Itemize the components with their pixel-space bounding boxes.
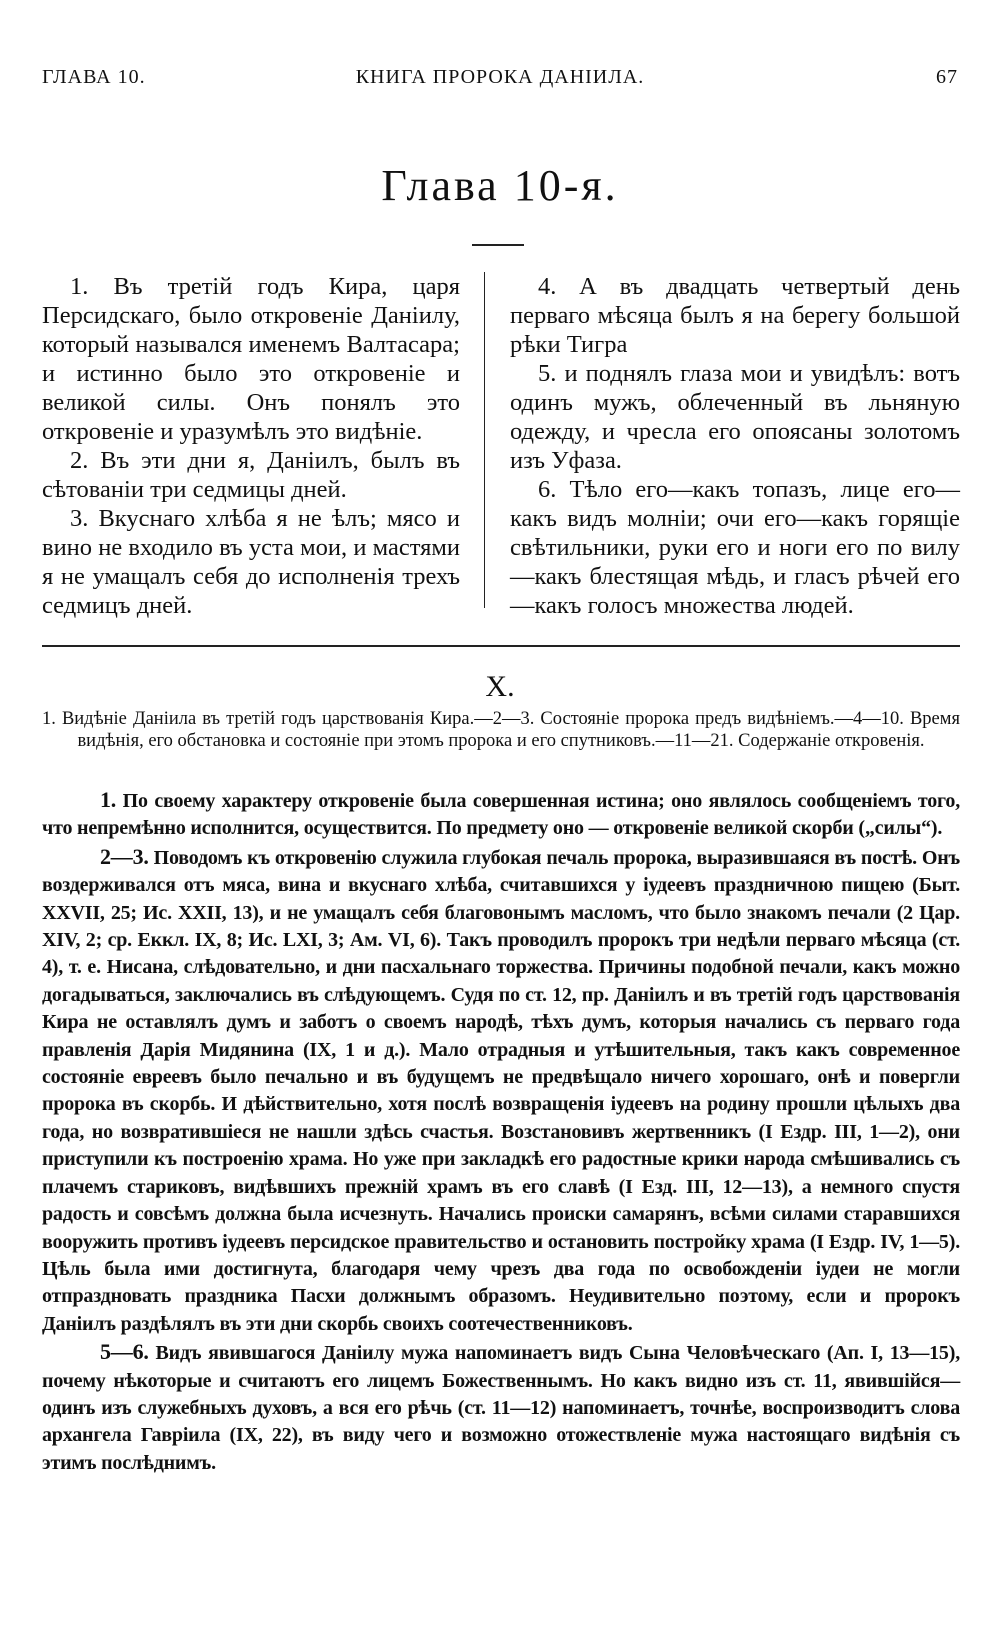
verse-6: 6. Тѣло его—какъ топазъ, лице его—какъ видъ молніи; очи его—какъ горящіе свѣтильники, руки его и ноги его по вилу—какъ блестящая мѣдь, и гласъ рѣчей его—какъ голосъ множества людей.	[510, 476, 960, 619]
section-summary: 1. Видѣніе Даніила въ третій годъ царствованія Кира.—2—3. Состояніе пророка предъ видѣніемъ.—4—10. Время видѣнія, его обстановка и состояніе при этомъ пророка и его спутниковъ.—11—21. Содержаніе откровенія.	[42, 709, 960, 751]
running-head	[42, 66, 958, 90]
commentary-text: Поводомъ къ откровенію служила глубокая печаль пророка, выразившаяся въ постѣ. Онъ воздерживался отъ мяса, вина и вкуснаго хлѣба, считавшихся у іудеевъ праздничною пищею (Быт. XXVII, 25; Ис. XXII, 13), и не умащалъ себя благовонымъ масломъ, что было знакомъ печали (2 Цар. XIV, 2; ср. Еккл. IX, 8; Ис. LXI, 3; Ам. VI, 6). Такъ проводилъ пророкъ три недѣли перваго мѣсяца (ст. 4), т. е. Нисана, слѣдовательно, и дни пасхальнаго торжества. Причины подобной печали, какъ можно догадываться, заключались въ слѣдующемъ. Судя по ст. 12, пр. Даніилъ и въ третій годъ царствованія Кира не оставлялъ думъ и заботъ о своемъ народѣ, тѣхъ думъ, которыя начались съ перваго года правленія Дарія Мидянина (IX, 1 и д.). Мало отрадныя и утѣшительныя, такъ какъ современное состояніе евреевъ было печально и въ будущемъ не предвѣщало ничего хорошаго, онѣ и повергли пророка въ скорбь. И дѣйствительно, хотя послѣ возвращенія іудеевъ на родину прошли цѣлыхъ два года, но возвратившіеся не нашли здѣсь счастья. Возстановивъ жертвенникъ (I Ездр. III, 1—2), они приступили къ построенію храма. Но уже при закладкѣ его радостные крики народа смѣшивались съ плачемъ стариковъ, видѣвшихъ прежній храмъ въ его славѣ (I Езд. III, 12—13), а немного спустя радость и совсѣмъ должна была исчезнуть. Начались происки самарянъ, всѣми силами старавшихся вооружить противъ іудеевъ персидское правительство и остановить постройку храма (I Ездр. IV, 1—5). Цѣль была ими достигнута, благодаря чему чрезъ два года по освобожденіи іудеи не могли отпраздновать праздника Пасхи должнымъ образомъ. Неудивительно поэтому, если и пророкъ Даніилъ раздѣлялъ въ эти дни скорбь своихъ соотечественниковъ.	[42, 846, 960, 1335]
verse-2: 2. Въ эти дни я, Даніилъ, былъ въ сѣтованіи три седмицы дней.	[42, 447, 460, 503]
chapter-title: Глава 10-я.	[381, 161, 619, 210]
title-rule	[472, 244, 524, 246]
commentary-verse-ref: 1.	[100, 787, 117, 812]
scripture-text	[42, 272, 960, 632]
commentary-verse-ref: 5—6.	[100, 1339, 149, 1365]
commentary-text: По своему характеру откровеніе была совершенная истина; оно являлось сообщеніемъ того, что непремѣнно исполнится, осуществится. По предмету оно — откровеніе великой скорби („силы“).	[42, 790, 960, 840]
section-divider	[42, 645, 960, 647]
verse-3: 3. Вкуснаго хлѣба я не ѣлъ; мясо и вино не входило въ уста мои, и мастями я не умащалъ себя до исполненія трехъ седмицъ дней.	[42, 505, 460, 619]
commentary-text: Видъ явившагося Даніилу мужа напоминаетъ видъ Сына Человѣческаго (Ап. I, 13—15), почему нѣкоторые и считаютъ его лицемъ Божественнымъ. Но какъ видно изъ ст. 11, явившійся—одинъ изъ служебныхъ духовъ, а вся его рѣчь (ст. 11—12) напоминаетъ, точнѣе, воспроизводитъ слова архангела Гавріила (IX, 22), въ виду чего и возможно отожествленіе мужа настоящаго видѣнія съ этимъ послѣднимъ.	[42, 1342, 960, 1474]
commentary-paragraph-1	[42, 786, 960, 843]
page-number: 67	[936, 66, 958, 88]
column-divider	[484, 272, 485, 608]
verse-1: 1. Въ третій годъ Кира, царя Персидскаго, было откровеніе Даніилу, который назывался именемъ Валтасара; и истинно было это откровеніе и великой силы. Онъ понялъ это откровеніе и уразумѣлъ это видѣніе.	[42, 273, 460, 445]
scripture-column-left	[42, 272, 460, 620]
running-head-chapter: ГЛАВА 10.	[42, 66, 146, 88]
section-numeral: X.	[485, 670, 515, 703]
commentary-paragraph-2	[42, 843, 960, 1338]
verse-4: 4. А въ двадцать четвертый день перваго мѣсяца былъ я на берегу большой рѣки Тигра	[510, 273, 960, 358]
commentary-paragraph-3	[42, 1338, 960, 1477]
running-head-book-title: КНИГА ПРОРОКА ДАНІИЛА.	[355, 66, 645, 88]
commentary-verse-ref: 2—3.	[100, 843, 149, 869]
commentary	[42, 786, 960, 1477]
verse-5: 5. и поднялъ глаза мои и увидѣлъ: вотъ одинъ мужъ, облеченный въ льняную одежду, и чресла его опоясаны золотомъ изъ Уфаза.	[510, 360, 960, 474]
scripture-column-right	[510, 272, 960, 620]
